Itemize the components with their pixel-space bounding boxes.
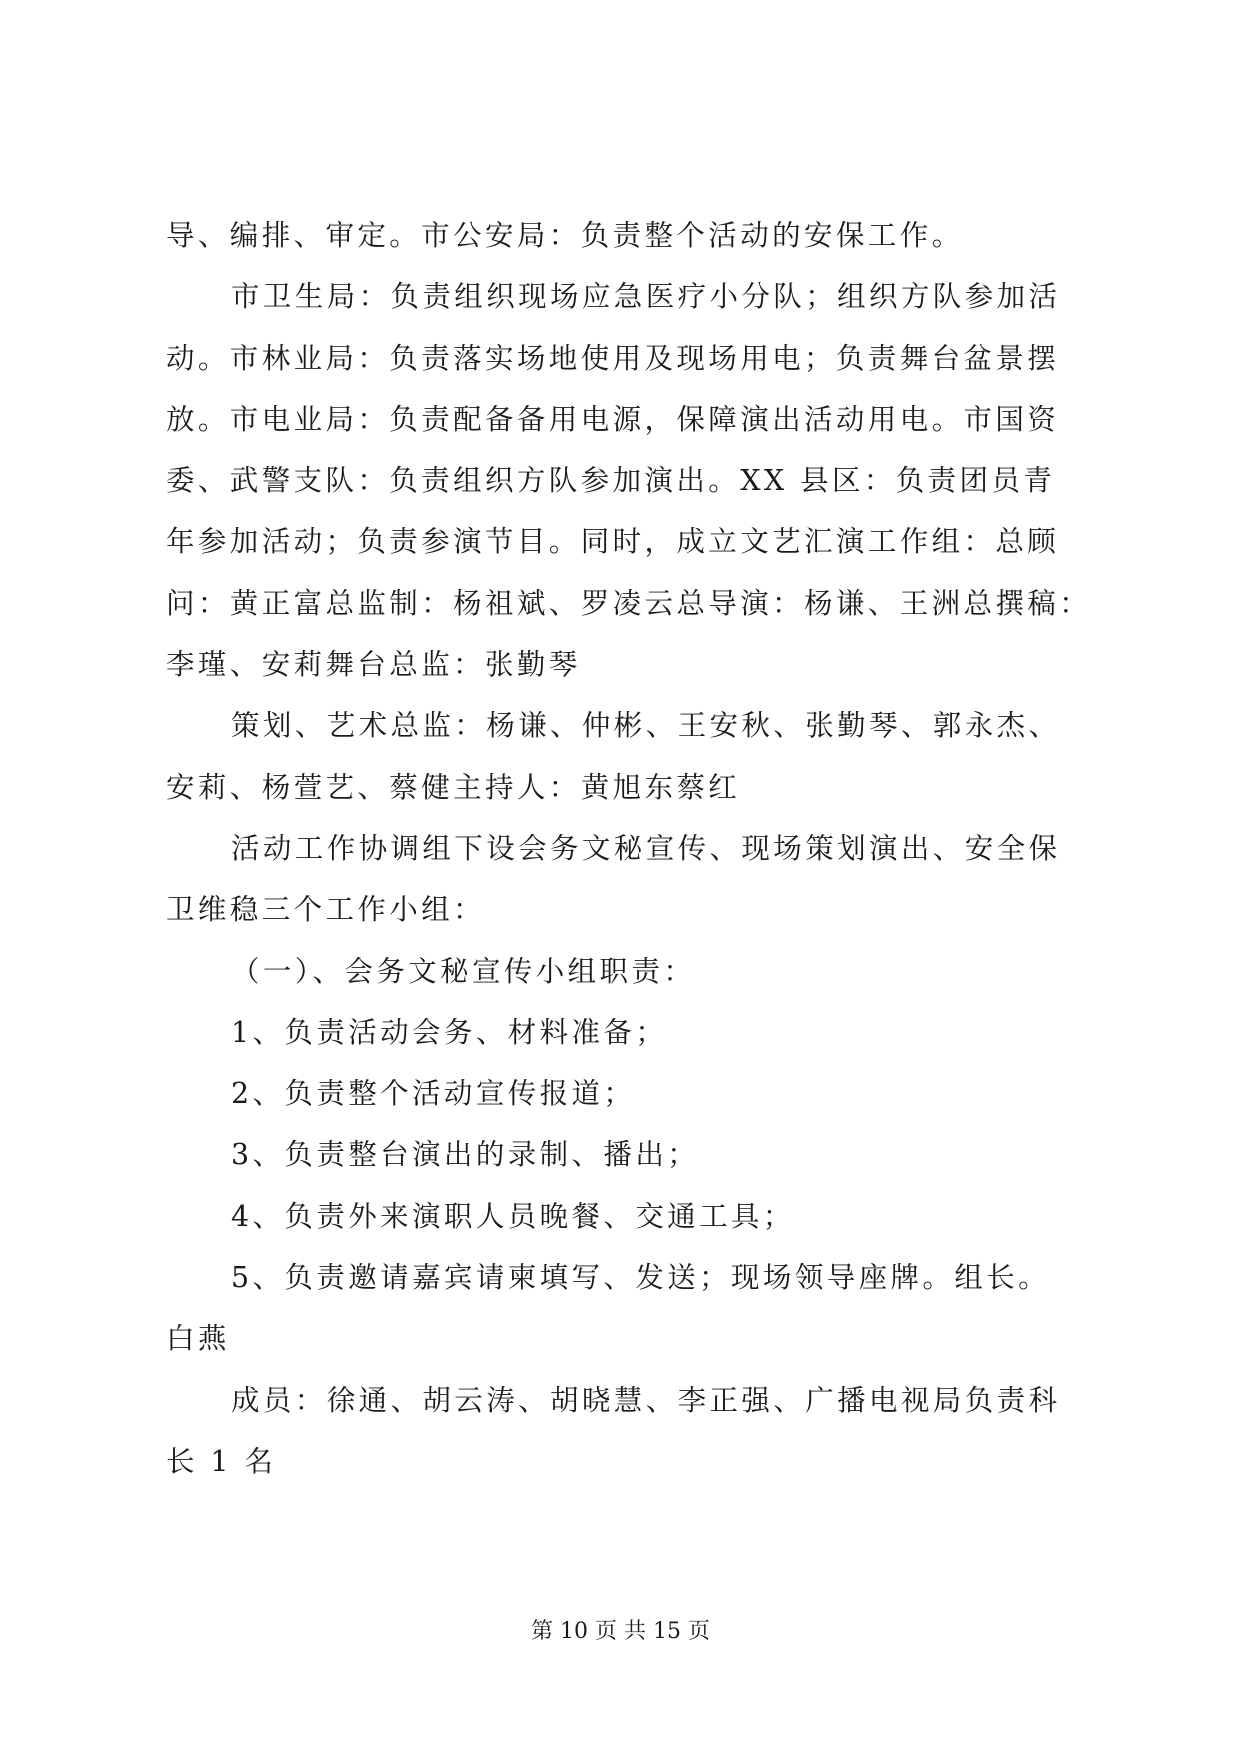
body-line-4: 放。市电业局：负责配备备用电源，保障演出活动用电。市国资 <box>166 402 1060 436</box>
list-item-3: 3、负责整台演出的录制、播出； <box>231 1138 700 1172</box>
body-line-7: 问：黄正富总监制：杨祖斌、罗凌云总导演：杨谦、王洲总撰稿： <box>166 586 1092 620</box>
page-number-footer: 第 10 页 共 15 页 <box>531 1619 710 1644</box>
body-line-9: 策划、艺术总监：杨谦、仲彬、王安秋、张勤琴、郭永杰、 <box>231 709 1061 743</box>
body-line-12: 卫维稳三个工作小组： <box>166 893 486 927</box>
body-line-1: 导、编排、审定。市公安局：负责整个活动的安保工作。 <box>166 219 964 252</box>
list-item-5: 5、负责邀请嘉宾请柬填写、发送；现场领导座牌。组长。 <box>231 1261 1051 1295</box>
body-line-19: 白燕 <box>166 1322 230 1356</box>
section-heading: （一）、会务文秘宣传小组职责： <box>231 954 696 988</box>
list-item-4: 4、负责外来演职人员晚餐、交通工具； <box>231 1199 795 1233</box>
list-item-1: 1、负责活动会务、材料准备； <box>231 1015 668 1049</box>
members-line: 成员：徐通、胡云涛、胡晓慧、李正强、广播电视局负责科 <box>231 1383 1061 1417</box>
body-line-6: 年参加活动；负责参演节目。同时，成立文艺汇演工作组：总顾 <box>166 525 1060 559</box>
body-line-11: 活动工作协调组下设会务文秘宣传、现场策划演出、安全保 <box>231 831 1061 865</box>
body-line-21: 长 1 名 <box>166 1444 277 1478</box>
document-body <box>166 205 1092 1492</box>
body-line-3: 动。市林业局：负责落实场地使用及现场用电；负责舞台盆景摆 <box>166 341 1060 375</box>
body-line-10: 安莉、杨萱艺、蔡健主持人：黄旭东蔡红 <box>166 770 741 804</box>
list-item-2: 2、负责整个活动宣传报道； <box>231 1077 636 1111</box>
body-line-5: 委、武警支队：负责组织方队参加演出。XX 县区：负责团员青 <box>166 464 1056 498</box>
body-line-8: 李瑾、安莉舞台总监：张勤琴 <box>166 648 581 682</box>
body-line-2: 市卫生局：负责组织现场应急医疗小分队；组织方队参加活 <box>231 280 1061 314</box>
